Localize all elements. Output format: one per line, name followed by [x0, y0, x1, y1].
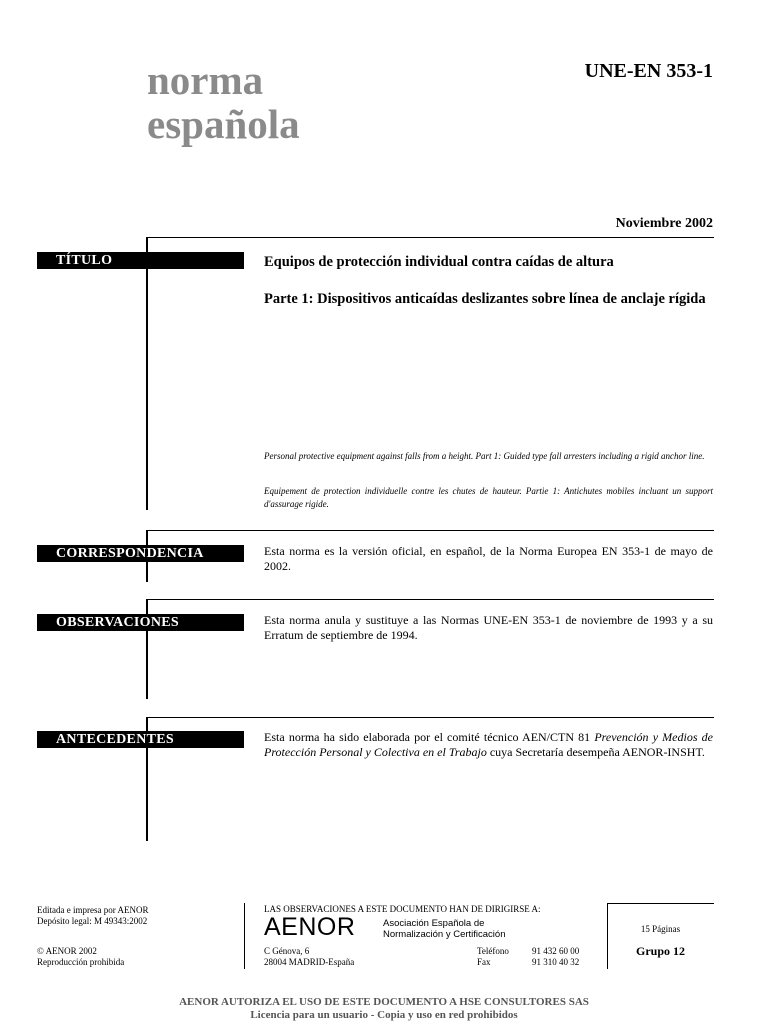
antecedentes-text	[264, 730, 713, 760]
title-main: Equipos de protección individual contra caídas de altura	[264, 254, 614, 270]
footer-phone-values	[532, 946, 579, 968]
section-label-correspondencia: CORRESPONDENCIA	[37, 545, 244, 562]
footer-divider-right	[607, 903, 608, 969]
antecedentes-committee: Prevención y Medios de Protección Personal y Colectiva en el Trabajo	[264, 730, 713, 759]
footer-street: C Génova, 6	[264, 946, 310, 956]
publication-date: Noviembre 2002	[615, 216, 713, 231]
aenor-association	[383, 918, 505, 940]
divider-titulo	[147, 237, 714, 238]
divider-correspondencia	[147, 530, 714, 531]
vertical-rule-titulo	[146, 237, 148, 510]
footer-rights-info	[37, 946, 124, 968]
divider-observaciones	[147, 599, 714, 600]
footer-divider-left	[244, 903, 245, 969]
fax-label: Fax	[477, 957, 491, 967]
title-french: Equipement de protection individuelle contre les chutes de hauteur. Partie 1: Antichutes mobiles incluant un support d'assurage rigide.	[264, 486, 713, 509]
brand-title	[147, 58, 300, 146]
page-count: 15 Páginas	[640, 924, 681, 934]
license-notice-line-2: Licencia para un usuario - Copia y uso en red prohibidos	[250, 1009, 518, 1021]
brand-line-2: española	[147, 101, 300, 147]
footer-phone-labels	[477, 946, 509, 968]
divider-antecedentes	[147, 717, 714, 718]
license-notice-line-1: AENOR AUTORIZA EL USO DE ESTE DOCUMENTO A HSE CONSULTORES SAS	[179, 996, 589, 1008]
group-number: Grupo 12	[635, 944, 685, 958]
brand-line-1: norma	[147, 57, 264, 103]
antecedentes-text-post: cuya Secretaría desempeña AENOR-INSHT.	[486, 745, 705, 759]
footer-city: 28004 MADRID-España	[264, 957, 355, 967]
aenor-association-line-1: Asociación Española de	[383, 918, 485, 929]
fax-number: 91 310 40 32	[532, 957, 580, 967]
phone-number: 91 432 60 00	[532, 946, 580, 956]
title-english: Personal protective equipment against falls from a height. Part 1: Guided type fall arresters including a rigid anchor line.	[264, 451, 705, 461]
correspondencia-text: Esta norma es la versión oficial, en español, de la Norma Europea EN 353-1 de mayo de 2002.	[264, 544, 713, 573]
footer-copyright: © AENOR 2002	[37, 946, 97, 956]
footer-edition-info	[37, 905, 148, 927]
observaciones-text: Esta norma anula y sustituye a las Normas UNE-EN 353-1 de noviembre de 1993 y a su Erratum de septiembre de 1994.	[264, 613, 713, 642]
antecedentes-text-pre: Esta norma ha sido elaborada por el comité técnico AEN/CTN 81	[264, 730, 595, 744]
footer-reproduction: Reproducción prohibida	[37, 957, 125, 967]
standard-code: UNE-EN 353-1	[584, 60, 713, 82]
title-part: Parte 1: Dispositivos anticaídas deslizantes sobre línea de anclaje rígida	[264, 291, 706, 307]
section-label-observaciones: OBSERVACIONES	[37, 614, 244, 631]
aenor-association-line-2: Normalización y Certificación	[383, 929, 506, 940]
footer-observations: LAS OBSERVACIONES A ESTE DOCUMENTO HAN DE DIRIGIRSE A:	[264, 904, 541, 914]
aenor-logo: AENOR	[264, 913, 356, 941]
footer-edited: Editada e impresa por AENOR	[37, 905, 149, 915]
footer-box-top	[607, 903, 714, 904]
footer-deposit: Depósito legal: M 49343:2002	[37, 916, 148, 926]
phone-label: Teléfono	[477, 946, 509, 956]
section-label-antecedentes: ANTECEDENTES	[37, 731, 244, 748]
section-label-titulo: TÍTULO	[37, 252, 244, 269]
footer-address	[264, 946, 354, 968]
